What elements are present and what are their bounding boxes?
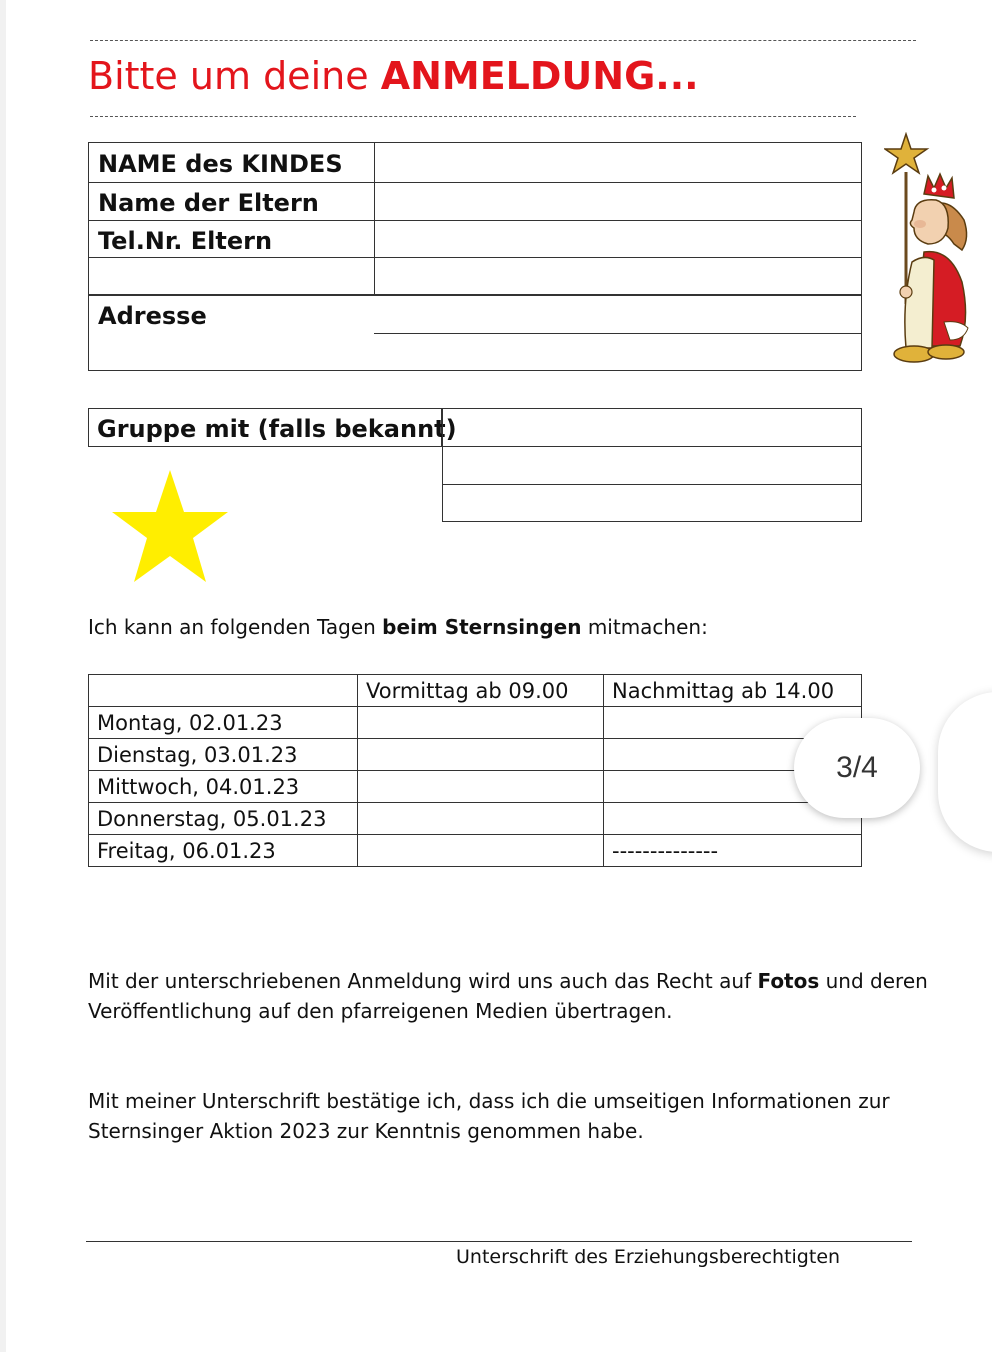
parents-name-label: Name der Eltern	[98, 189, 319, 217]
schedule-header-day	[89, 675, 358, 707]
yellow-star-icon	[110, 470, 230, 588]
parents-name-field[interactable]	[376, 184, 860, 219]
group-field[interactable]	[444, 410, 860, 520]
day-label: Freitag, 06.01.23	[89, 835, 358, 867]
schedule-header-afternoon: Nachmittag ab 14.00	[604, 675, 862, 707]
schedule-table	[88, 674, 862, 867]
extra-phone-field[interactable]	[376, 259, 860, 294]
signature-line[interactable]	[86, 1241, 912, 1242]
row-divider-2	[88, 220, 862, 221]
top-dashed-divider	[90, 40, 916, 41]
morning-cell[interactable]	[358, 707, 604, 739]
table-row	[89, 707, 862, 739]
title-dashed-divider	[90, 116, 856, 117]
confirmation-line2: Sternsinger Aktion 2023 zur Kenntnis genommen habe.	[88, 1119, 644, 1143]
intro-bold: beim Sternsingen	[382, 615, 582, 639]
photo-notice-text: Mit der unterschriebenen Anmeldung wird uns auch das Recht auf	[88, 969, 752, 993]
morning-cell[interactable]	[358, 835, 604, 867]
child-name-field[interactable]	[376, 144, 860, 181]
contact-form-divider	[374, 142, 375, 295]
row-divider-1	[88, 182, 862, 183]
morning-cell[interactable]	[358, 739, 604, 771]
table-row	[89, 835, 862, 867]
table-row	[89, 771, 862, 803]
morning-cell[interactable]	[358, 771, 604, 803]
title-prefix: Bitte um deine	[88, 54, 369, 98]
day-label: Montag, 02.01.23	[89, 707, 358, 739]
photo-notice-bold: Fotos	[757, 969, 820, 993]
day-label: Dienstag, 03.01.23	[89, 739, 358, 771]
page-title	[88, 54, 699, 98]
page-indicator: 3/4	[794, 718, 920, 818]
star-singer-illustration	[884, 132, 974, 374]
table-row	[89, 739, 862, 771]
photo-notice-line2: Veröffentlichung auf den pfarreigenen Medien übertragen.	[88, 999, 673, 1023]
row-divider-3	[88, 257, 862, 258]
parents-phone-label: Tel.Nr. Eltern	[98, 227, 273, 255]
schedule-header-row	[89, 675, 862, 707]
address-label: Adresse	[98, 302, 207, 330]
parents-phone-field[interactable]	[376, 222, 860, 256]
signature-label: Unterschrift des Erziehungsberechtigten	[456, 1246, 841, 1268]
table-row	[89, 803, 862, 835]
morning-cell[interactable]	[358, 803, 604, 835]
group-label: Gruppe mit (falls bekannt)	[97, 415, 457, 443]
side-scroll-handle[interactable]	[938, 692, 992, 852]
confirmation-line1: Mit meiner Unterschrift bestätige ich, dass ich die umseitigen Informationen zur	[88, 1089, 890, 1113]
photo-notice	[88, 966, 928, 1026]
confirmation-text	[88, 1086, 928, 1146]
day-label: Donnerstag, 05.01.23	[89, 803, 358, 835]
child-name-label: NAME des KINDES	[98, 150, 343, 178]
intro-text-end: mitmachen:	[587, 615, 708, 639]
afternoon-cell: --------------	[604, 835, 862, 867]
schedule-header-morning: Vormittag ab 09.00	[358, 675, 604, 707]
photo-notice-text-end: und deren	[825, 969, 928, 993]
page-edge	[0, 0, 6, 1352]
address-field[interactable]	[376, 297, 860, 369]
availability-intro	[88, 615, 708, 639]
day-label: Mittwoch, 04.01.23	[89, 771, 358, 803]
title-emphasis: ANMELDUNG...	[380, 54, 699, 98]
intro-text: Ich kann an folgenden Tagen	[88, 615, 376, 639]
